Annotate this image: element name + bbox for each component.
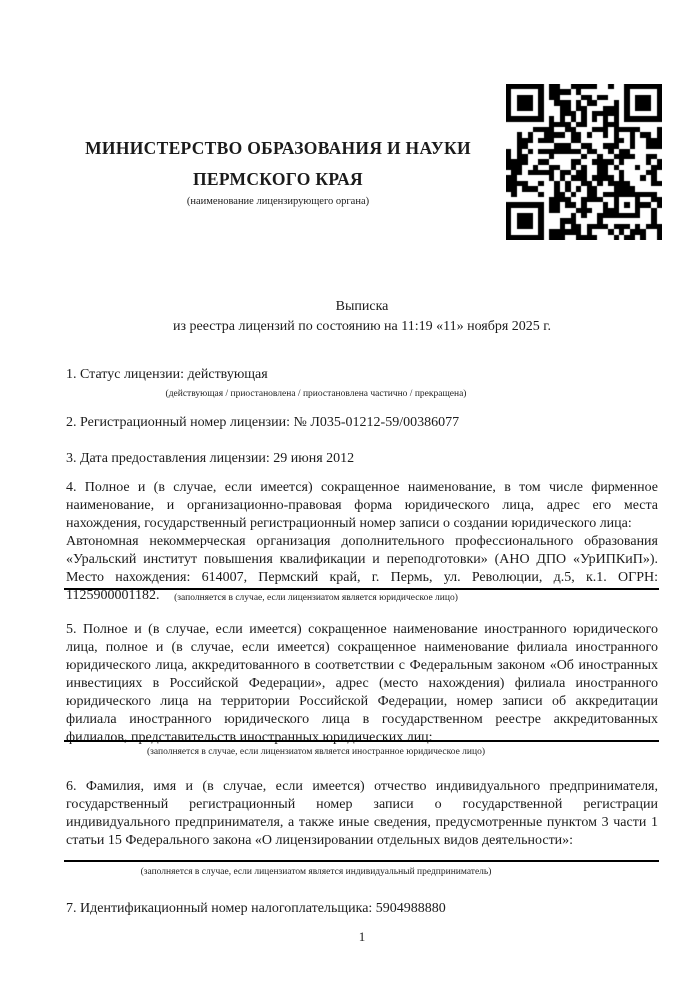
grant-date-line: 3. Дата предоставления лицензии: 29 июня 2012 bbox=[66, 451, 355, 466]
document-subtitle: из реестра лицензий по состоянию на 11:19 «11» ноября 2025 г. bbox=[173, 319, 551, 334]
document-title: Выписка bbox=[335, 299, 389, 314]
entrepreneur-question: 6. Фамилия, имя и (в случае, если имеется) отчество индивидуального предпринимателя, государственный регистрационный номер записи о государственной регистрации индивидуального предпринимателя, а также иные сведения, предусмотренные пунктом 3 части 1 статьи 15 Федерального закона «О лицензировании отдельных видов деятельности»: bbox=[66, 779, 658, 848]
license-status-line: 1. Статус лицензии: действующая bbox=[66, 367, 268, 382]
foreign-entity-rule bbox=[64, 740, 659, 742]
legal-entity-note: (заполняется в случае, если лицензиатом является юридическое лицо) bbox=[174, 593, 458, 603]
ministry-name-line1: МИНИСТЕРСТВО ОБРАЗОВАНИЯ И НАУКИ bbox=[85, 138, 471, 158]
legal-entity-answer: Автономная некоммерческая организация дополнительного профессионального образования «Уральский институт повышения квалификации и переподготовки» (АНО ДПО «УрИПКиП»). Место нахождения: 614007, Пермский край, г. Пермь, ул. Революции, д.5, к.1. ОГРН: 1125900001182. bbox=[66, 534, 658, 603]
taxpayer-id-line: 7. Идентификационный номер налогоплательщика: 5904988880 bbox=[66, 901, 446, 916]
registration-number-line: 2. Регистрационный номер лицензии: № Л035-01212-59/00386077 bbox=[66, 415, 460, 430]
legal-entity-question: 4. Полное и (в случае, если имеется) сокращенное наименование, в том числе фирменное наименование, и организационно-правовая форма юридического лица, адрес его места нахождения, государственный регистрационный номер записи о создании юридического лица: bbox=[66, 480, 658, 531]
foreign-entity-note: (заполняется в случае, если лицензиатом является иностранное юридическое лицо) bbox=[147, 747, 485, 757]
ministry-name-line2: ПЕРМСКОГО КРАЯ bbox=[193, 169, 363, 189]
ministry-note: (наименование лицензирующего органа) bbox=[186, 196, 370, 207]
entrepreneur-rule bbox=[64, 860, 659, 862]
legal-entity-rule bbox=[64, 588, 659, 590]
foreign-entity-section bbox=[66, 621, 658, 747]
licensing-authority-header bbox=[66, 133, 490, 208]
entrepreneur-section bbox=[66, 778, 658, 850]
entrepreneur-note: (заполняется в случае, если лицензиатом является индивидуальный предприниматель) bbox=[140, 867, 492, 877]
license-status-note: (действующая / приостановлена / приостановлена частично / прекращена) bbox=[165, 389, 467, 399]
foreign-entity-question: 5. Полное и (в случае, если имеется) сокращенное наименование иностранного юридического лица, полное и (в случае, если имеется) сокращенное наименование филиала иностранного юридического лица, аккредитованного в соответствии с Федеральным законом «Об иностранных инвестициях в Российской Федерации», адрес (место нахождения) филиала иностранного юридического лица на территории Российской Федерации, номер записи об аккредитации филиала иностранного юридического лица в государственном реестре аккредитованных филиалов, представительств иностранных юридических лиц: bbox=[66, 622, 658, 745]
document-title-block bbox=[66, 297, 658, 337]
page-number: 1 bbox=[358, 929, 366, 944]
qr-code bbox=[506, 84, 662, 240]
legal-entity-section bbox=[66, 479, 658, 605]
